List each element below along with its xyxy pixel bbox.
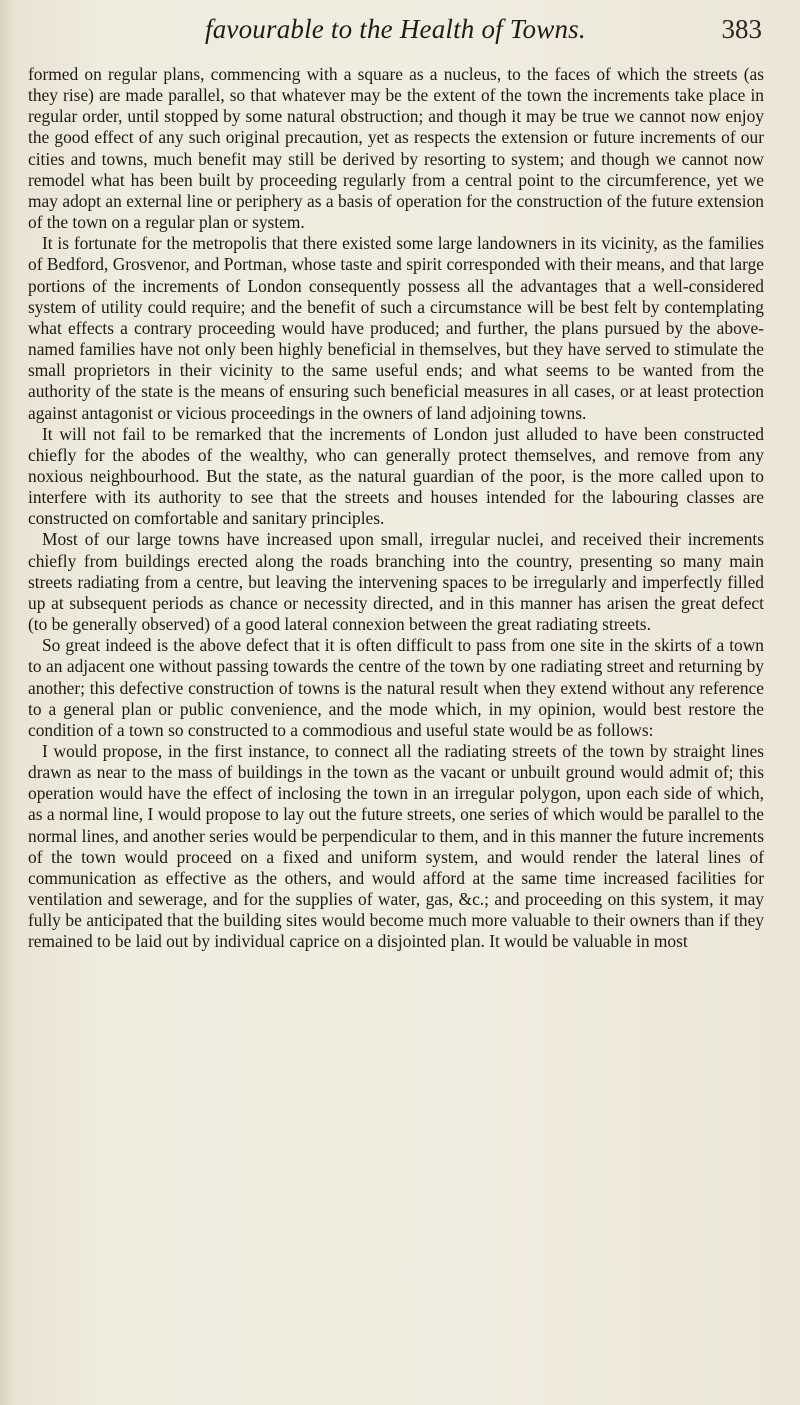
paragraph-continuation: formed on regular plans, commencing with a square as a nucleus, to the faces of which the streets (as they rise) are made parallel, so that whatever may be the extent of the town the increments take place in regular order, until stopped by some natural obstruction; and though it may be true we cannot now enjoy the good effect of any such original precaution, yet as respects the extension or future increments of our cities and towns, much benefit may still be derived by resorting to system; and though we cannot now remodel what has been built by proceeding regularly from a central point to the circumference, yet we may adopt an external line or periphery as a basis of operation for the construction of the future extension of the town on a regular plan or system.	[28, 64, 764, 233]
page-edge-shadow	[0, 0, 14, 1405]
paragraph-large-towns-nuclei: Most of our large towns have increased upon small, irregular nuclei, and received their increments chiefly from buildings erected along the roads branching into the country, presenting so many main streets radiating from a centre, but leaving the intervening spaces to be irregularly and imperfectly filled up at subsequent periods as chance or necessity directed, and in this manner has arisen the great defect (to be generally observed) of a good lateral connexion between the great radiating streets.	[28, 529, 764, 635]
running-title: favourable to the Health of Towns.	[205, 14, 586, 44]
paragraph-proposal: I would propose, in the first instance, to connect all the radiating streets of the town by straight lines drawn as near to the mass of buildings in the town as the vacant or unbuilt ground would admit of; this operation would have the effect of inclosing the town in an irregular polygon, upon each side of which, as a normal line, I would propose to lay out the future streets, one series of which would be parallel to the normal lines, and another series would be perpendicular to them, and in this manner the future increments of the town would proceed on a fixed and uniform system, and would render the lateral lines of communication as effective as the others, and would afford at the same time increased facilities for ventilation and sewerage, and for the supplies of water, gas, &c.; and proceeding on this system, it may fully be anticipated that the building sites would become much more valuable to their owners than if they remained to be laid out by individual caprice on a disjointed plan. It would be valuable in most	[28, 741, 764, 952]
body-text	[28, 64, 764, 953]
paragraph-radiating-streets-defect: So great indeed is the above defect that it is often difficult to pass from one site in the skirts of a town to an adjacent one without passing towards the centre of the town by one radiating street and returning by another; this defective construction of towns is the natural result when they extend without any reference to a general plan or public convenience, and the mode which, in my opinion, would best restore the condition of a town so constructed to a commodious and useful state would be as follows:	[28, 635, 764, 740]
page-number: 383	[721, 14, 762, 44]
paragraph-labouring-classes: It will not fail to be remarked that the increments of London just alluded to have been constructed chiefly for the abodes of the wealthy, who can generally protect themselves, and remove from any noxious neighbourhood. But the state, as the natural guardian of the poor, is the more called upon to interfere with its authority to see that the streets and houses intended for the labouring classes are constructed on comfortable and sanitary principles.	[28, 423, 764, 529]
page-header	[0, 14, 800, 54]
paragraph-metropolis-landowners: It is fortunate for the metropolis that there existed some large landowners in its vicinity, as the families of Bedford, Grosvenor, and Portman, whose taste and spirit corresponded with their means, and that large portions of the increments of London consequently possess all the advantages that a well-considered system of utility could require; and the benefit of such a circumstance will be best felt by contemplating what effects a contrary proceeding would have produced; and further, the plans pursued by the above-named families have not only been highly beneficial in themselves, but they have served to stimulate the small proprietors in their vicinity to the same useful ends; and what seems to be wanted from the authority of the state is the means of ensuring such beneficial measures in all cases, or at least protection against antagonist or vicious proceedings in the owners of land adjoining towns.	[28, 233, 764, 423]
